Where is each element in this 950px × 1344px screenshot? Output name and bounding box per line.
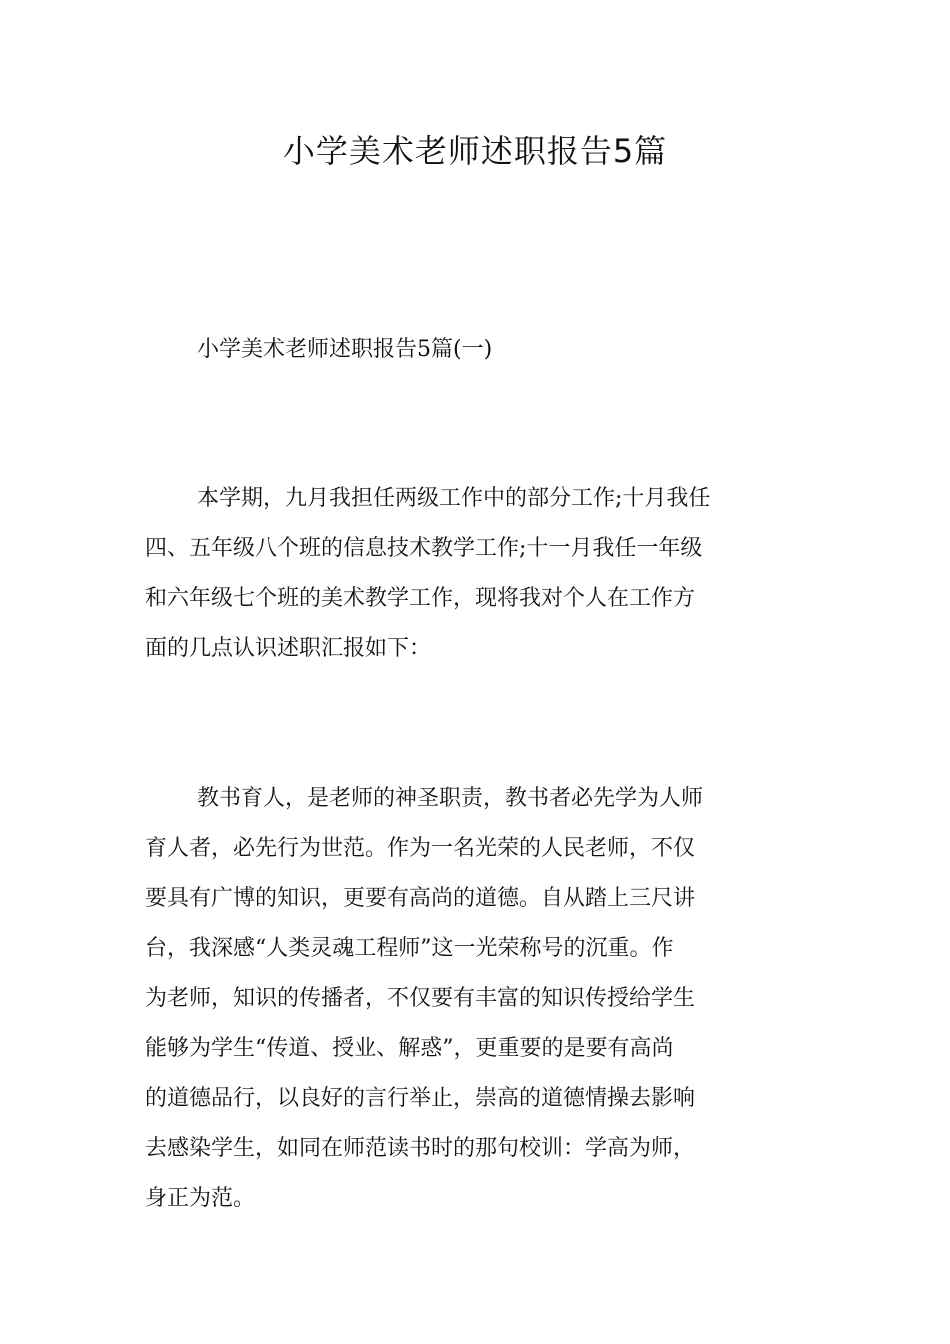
paragraph-line: 育人者，必先行为世范。作为一名光荣的人民老师，不仅 bbox=[145, 836, 696, 861]
paragraph-line: 去感染学生，如同在师范读书时的那句校训：学高为师， bbox=[145, 1136, 696, 1161]
paragraph-line: 台，我深感“人类灵魂工程师”这一光荣称号的沉重。作 bbox=[145, 936, 674, 961]
paragraph-line: 身正为范。 bbox=[145, 1186, 256, 1211]
paragraph-line: 和六年级七个班的美术教学工作，现将我对个人在工作方 bbox=[145, 586, 696, 611]
paragraph-line: 的道德品行，以良好的言行举止，崇高的道德情操去影响 bbox=[145, 1086, 696, 1111]
paragraph-line: 教书育人，是老师的神圣职责，教书者必先学为人师 bbox=[197, 786, 704, 811]
paragraph-line: 为老师，知识的传播者，不仅要有丰富的知识传授给学生 bbox=[145, 986, 696, 1011]
paragraph-line: 四、五年级八个班的信息技术教学工作;十一月我任一年级 bbox=[145, 536, 703, 561]
section-heading: 小学美术老师述职报告5篇(一) bbox=[197, 337, 493, 362]
paragraph-line: 能够为学生“传道、授业、解惑”，更重要的是要有高尚 bbox=[145, 1036, 674, 1061]
paragraph-line: 面的几点认识述职汇报如下： bbox=[145, 636, 432, 661]
paragraph-line: 要具有广博的知识，更要有高尚的道德。自从踏上三尺讲 bbox=[145, 886, 696, 911]
paragraph-line: 本学期，九月我担任两级工作中的部分工作;十月我任 bbox=[197, 486, 711, 511]
paragraph-1 bbox=[145, 474, 815, 674]
paragraph-2 bbox=[145, 774, 815, 1224]
document-title: 小学美术老师述职报告5篇 bbox=[282, 132, 668, 170]
